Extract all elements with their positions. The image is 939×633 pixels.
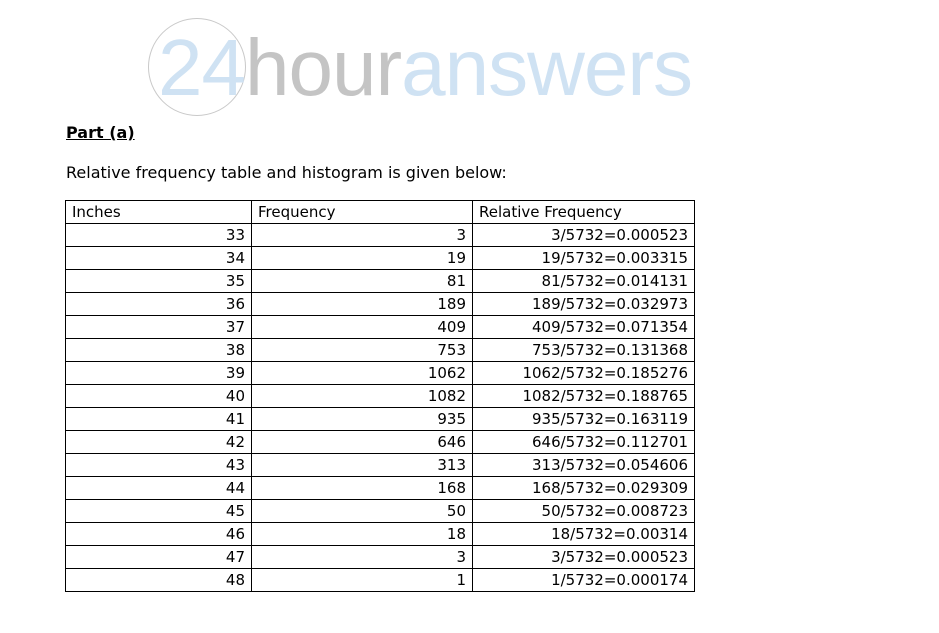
cell-relative-frequency: 1/5732=0.000174 bbox=[473, 569, 695, 592]
cell-relative-frequency: 81/5732=0.014131 bbox=[473, 270, 695, 293]
cell-frequency: 409 bbox=[252, 316, 473, 339]
column-header-relative-frequency: Relative Frequency bbox=[473, 201, 695, 224]
logo-word-answers: answers bbox=[401, 23, 692, 112]
table-row bbox=[66, 431, 695, 454]
cell-frequency: 313 bbox=[252, 454, 473, 477]
logo-word-hour: hour bbox=[244, 23, 402, 112]
logo-text bbox=[158, 23, 692, 112]
cell-inches: 44 bbox=[66, 477, 252, 500]
table-row bbox=[66, 247, 695, 270]
intro-text: Relative frequency table and histogram is given below: bbox=[66, 163, 507, 182]
cell-relative-frequency: 3/5732=0.000523 bbox=[473, 546, 695, 569]
cell-frequency: 189 bbox=[252, 293, 473, 316]
cell-inches: 35 bbox=[66, 270, 252, 293]
cell-relative-frequency: 935/5732=0.163119 bbox=[473, 408, 695, 431]
table-row bbox=[66, 362, 695, 385]
cell-relative-frequency: 646/5732=0.112701 bbox=[473, 431, 695, 454]
column-header-inches: Inches bbox=[66, 201, 252, 224]
cell-inches: 47 bbox=[66, 546, 252, 569]
table-row bbox=[66, 523, 695, 546]
cell-relative-frequency: 3/5732=0.000523 bbox=[473, 224, 695, 247]
cell-frequency: 81 bbox=[252, 270, 473, 293]
table-row bbox=[66, 293, 695, 316]
table-row bbox=[66, 385, 695, 408]
table-row bbox=[66, 569, 695, 592]
table-header-row bbox=[66, 201, 695, 224]
table-row bbox=[66, 454, 695, 477]
cell-frequency: 168 bbox=[252, 477, 473, 500]
column-header-frequency: Frequency bbox=[252, 201, 473, 224]
table-row bbox=[66, 546, 695, 569]
cell-relative-frequency: 168/5732=0.029309 bbox=[473, 477, 695, 500]
cell-inches: 40 bbox=[66, 385, 252, 408]
table-row bbox=[66, 224, 695, 247]
cell-relative-frequency: 19/5732=0.003315 bbox=[473, 247, 695, 270]
cell-inches: 46 bbox=[66, 523, 252, 546]
cell-inches: 43 bbox=[66, 454, 252, 477]
table-row bbox=[66, 339, 695, 362]
cell-frequency: 753 bbox=[252, 339, 473, 362]
section-heading: Part (a) bbox=[66, 123, 135, 142]
cell-frequency: 1062 bbox=[252, 362, 473, 385]
frequency-table bbox=[65, 200, 695, 592]
cell-inches: 33 bbox=[66, 224, 252, 247]
cell-inches: 39 bbox=[66, 362, 252, 385]
cell-relative-frequency: 50/5732=0.008723 bbox=[473, 500, 695, 523]
cell-frequency: 1082 bbox=[252, 385, 473, 408]
cell-relative-frequency: 1062/5732=0.185276 bbox=[473, 362, 695, 385]
cell-relative-frequency: 18/5732=0.00314 bbox=[473, 523, 695, 546]
cell-inches: 45 bbox=[66, 500, 252, 523]
cell-inches: 37 bbox=[66, 316, 252, 339]
cell-frequency: 646 bbox=[252, 431, 473, 454]
cell-relative-frequency: 1082/5732=0.188765 bbox=[473, 385, 695, 408]
cell-inches: 36 bbox=[66, 293, 252, 316]
cell-frequency: 18 bbox=[252, 523, 473, 546]
cell-frequency: 935 bbox=[252, 408, 473, 431]
cell-inches: 34 bbox=[66, 247, 252, 270]
cell-relative-frequency: 753/5732=0.131368 bbox=[473, 339, 695, 362]
cell-frequency: 1 bbox=[252, 569, 473, 592]
table-row bbox=[66, 500, 695, 523]
watermark-logo bbox=[148, 18, 768, 118]
cell-relative-frequency: 409/5732=0.071354 bbox=[473, 316, 695, 339]
table-row bbox=[66, 408, 695, 431]
logo-number: 24 bbox=[158, 23, 245, 112]
cell-inches: 38 bbox=[66, 339, 252, 362]
cell-relative-frequency: 189/5732=0.032973 bbox=[473, 293, 695, 316]
cell-inches: 42 bbox=[66, 431, 252, 454]
cell-relative-frequency: 313/5732=0.054606 bbox=[473, 454, 695, 477]
table-row bbox=[66, 477, 695, 500]
cell-inches: 41 bbox=[66, 408, 252, 431]
cell-frequency: 50 bbox=[252, 500, 473, 523]
table-row bbox=[66, 270, 695, 293]
cell-frequency: 19 bbox=[252, 247, 473, 270]
cell-inches: 48 bbox=[66, 569, 252, 592]
table-row bbox=[66, 316, 695, 339]
cell-frequency: 3 bbox=[252, 546, 473, 569]
cell-frequency: 3 bbox=[252, 224, 473, 247]
